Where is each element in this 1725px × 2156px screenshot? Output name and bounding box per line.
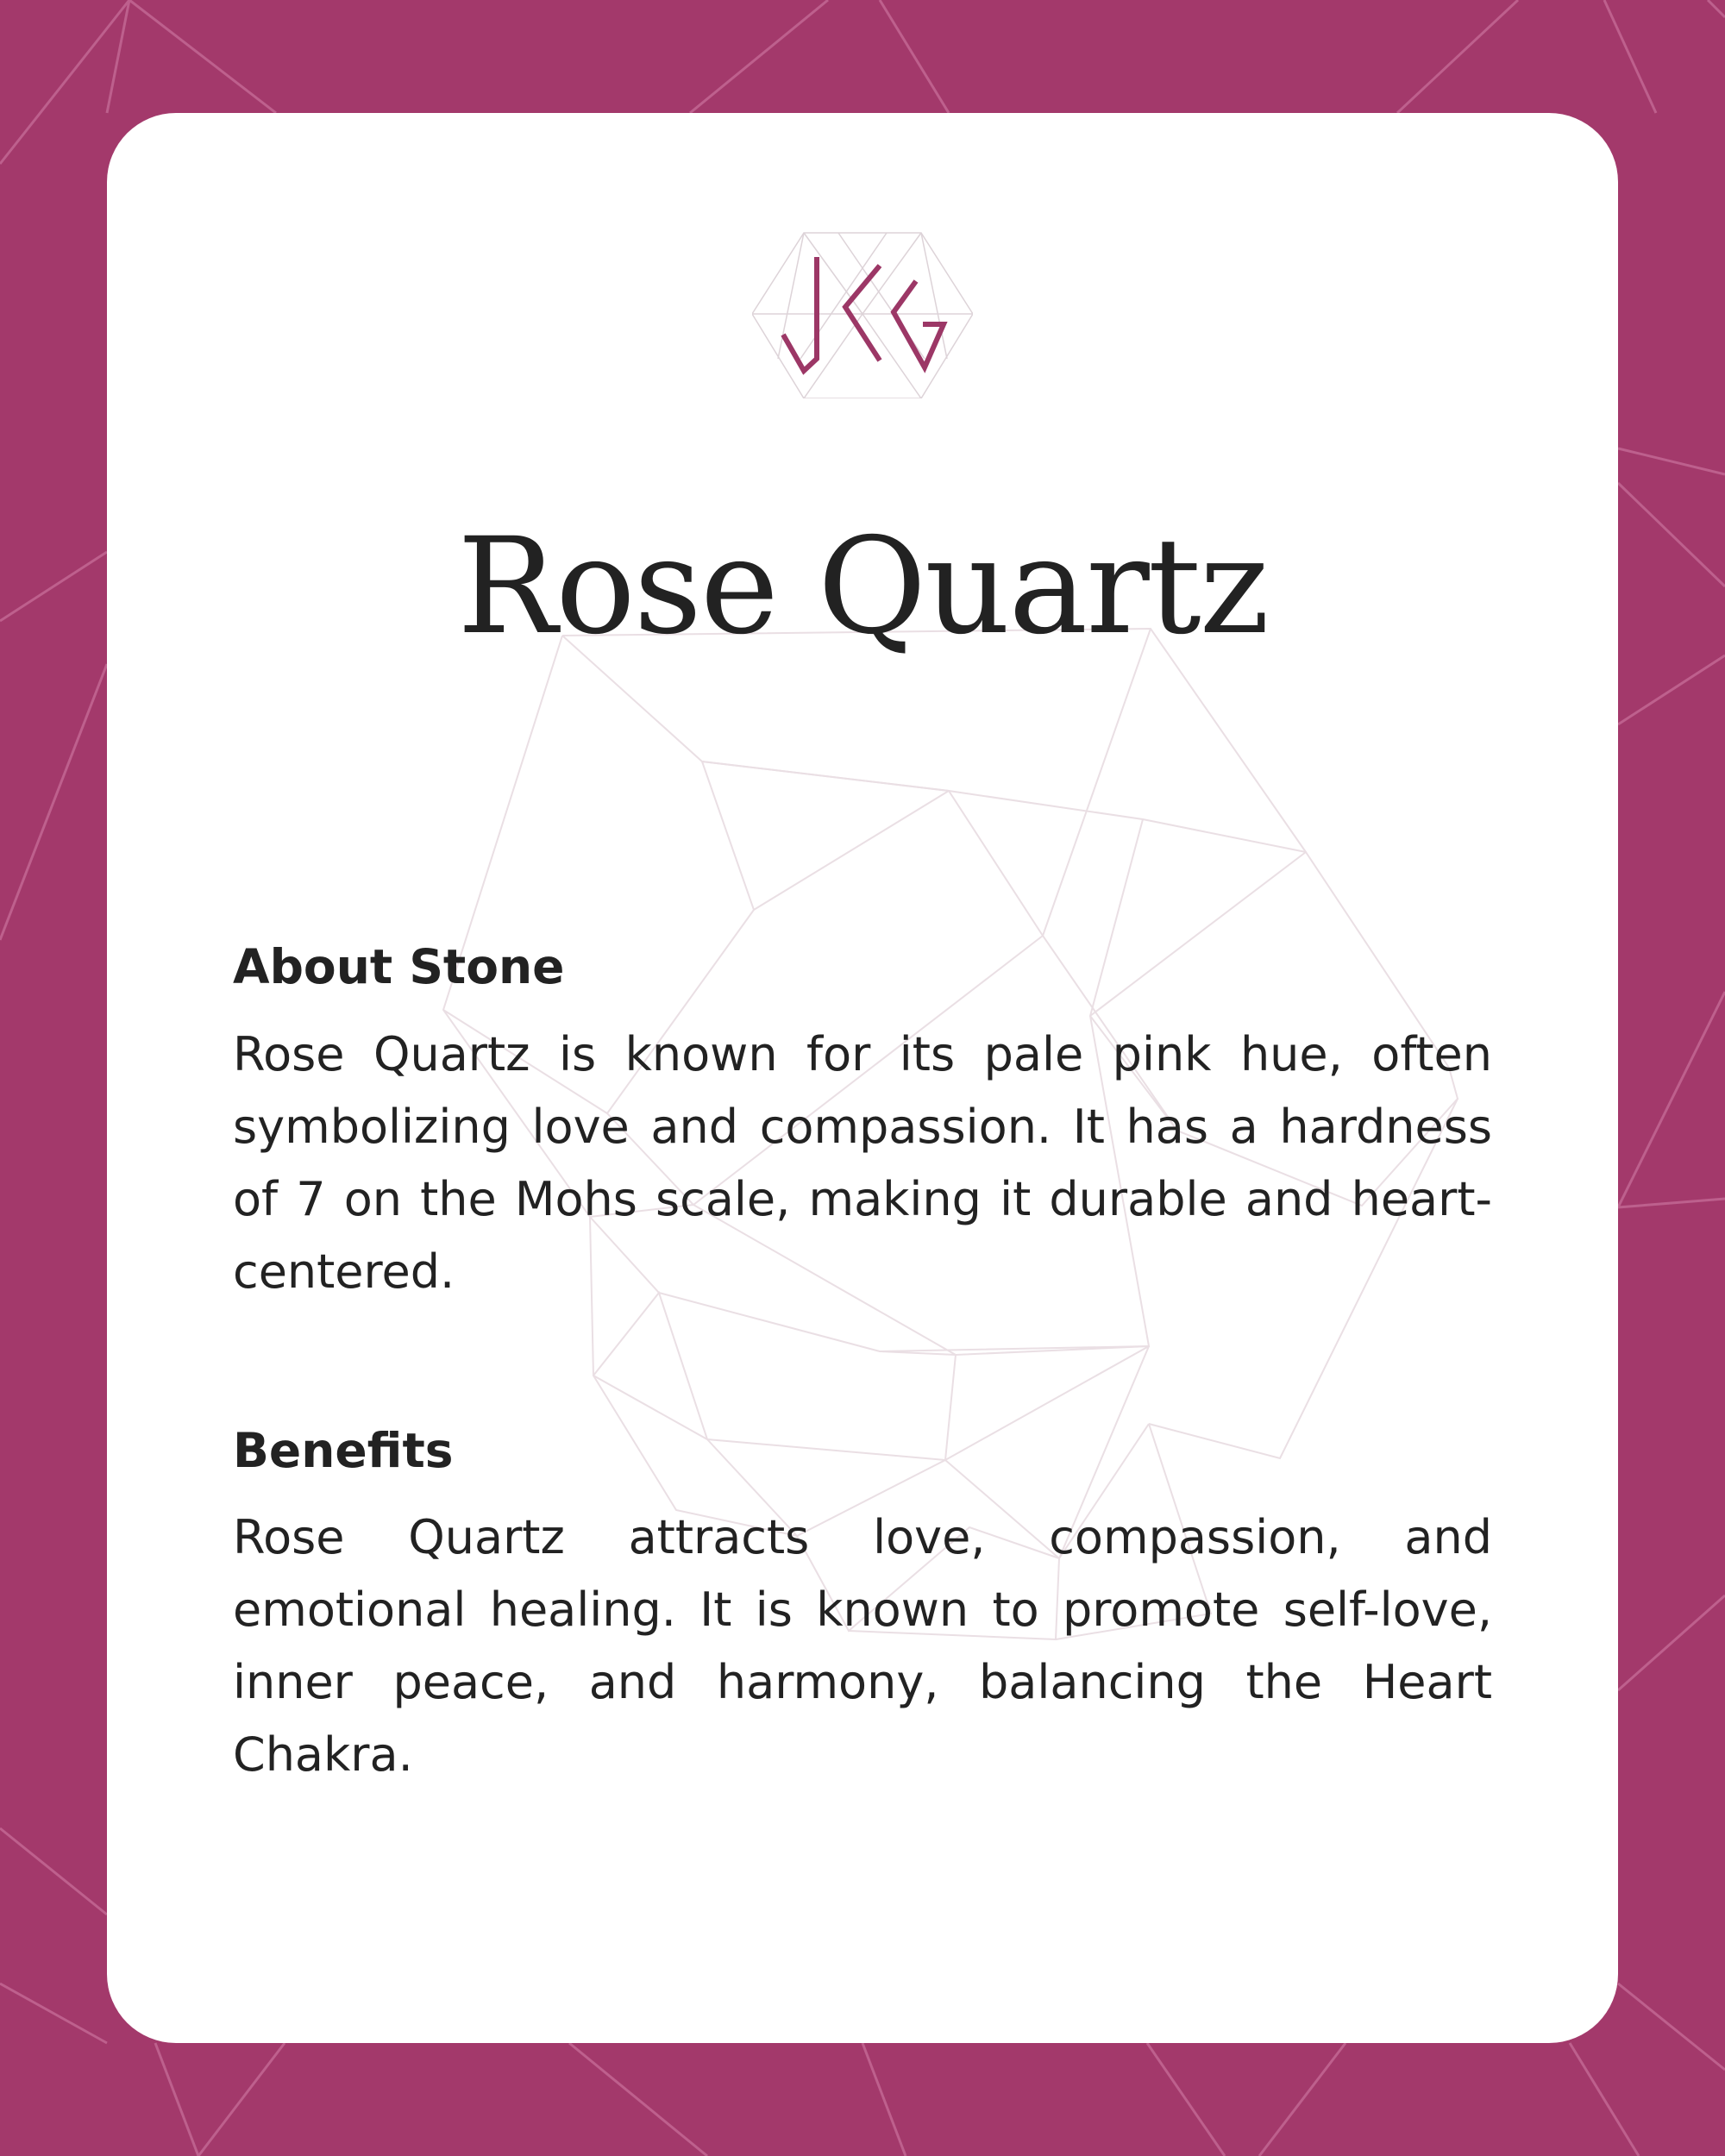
benefits-text: Rose Quartz attracts love, compassion, and emotional healing. It is known to promote self-love, inner peace, and harmony, balancing the Heart Chakra.: [233, 1510, 1492, 1782]
jcg-gem-logo-icon: [752, 229, 973, 398]
stone-title: Rose Quartz: [457, 510, 1268, 664]
about-stone-heading: About Stone: [233, 939, 565, 994]
benefits-heading: Benefits: [233, 1423, 454, 1478]
about-stone-text: Rose Quartz is known for its pale pink hue, often symbolizing love and compassion. It has a hardness of 7 on the Mohs scale, making it durable and heart-centered.: [233, 1027, 1492, 1299]
stone-info-card: [107, 113, 1618, 2043]
